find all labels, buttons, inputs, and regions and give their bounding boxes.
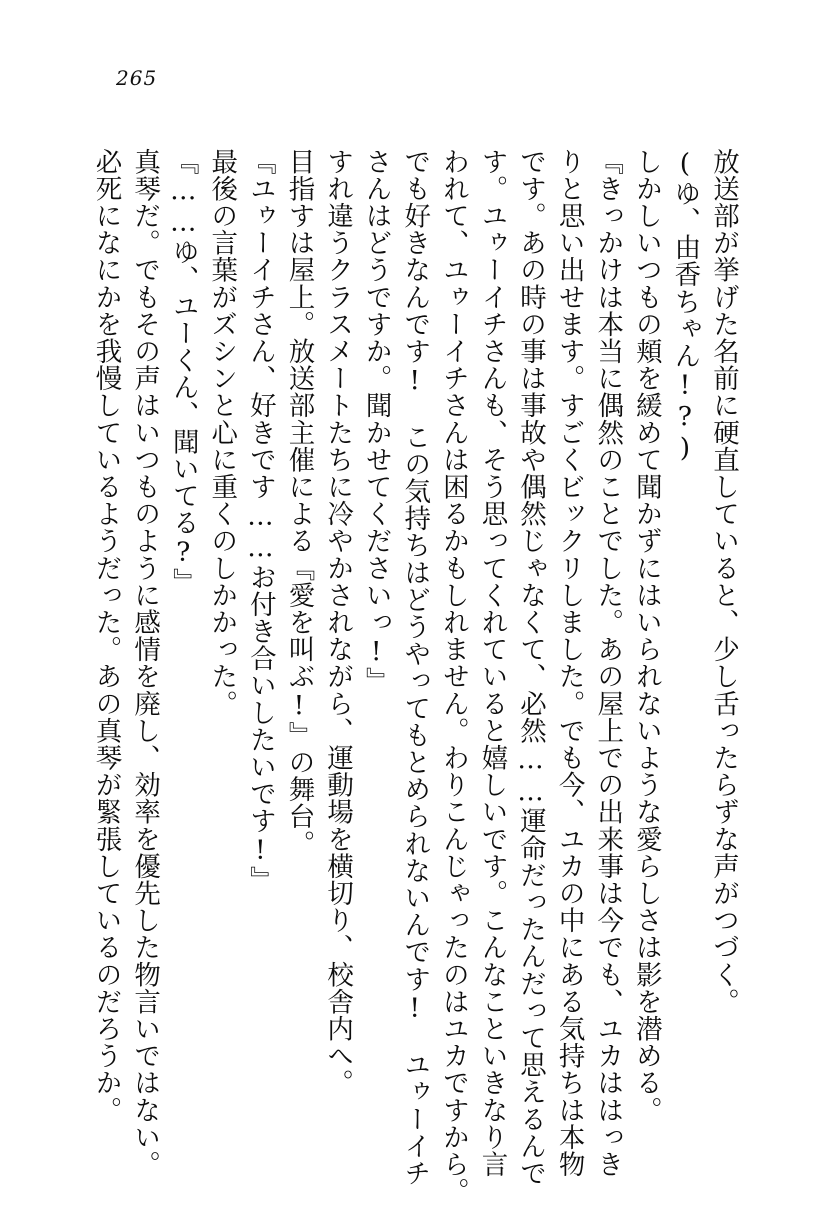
text-line: 『ユゥーイチさん、好きです……お付き合いしたいです!』 [244, 148, 276, 894]
text-line: 最後の言葉がズシンと心に重くのしかかった。 [206, 148, 238, 718]
text-line: 『きっかけは本当に偶然のことでした。あの屋上での出来事は今でも、ユカははっき [592, 148, 624, 1178]
text-line: 必死になにかを我慢しているようだった。あの真琴が緊張しているのだろうか。 [90, 148, 122, 1124]
text-line: われて、ユゥーイチさんは困るかもしれません。わりこんじゃったのはユカですから。 [437, 148, 469, 1205]
text-line: しかしいつもの頬を緩めて聞かずにはいられないような愛らしさは影を潜める。 [630, 148, 662, 1124]
text-line: すれ違うクラスメートたちに冷やかされながら、運動場を横切り、校舎内へ。 [322, 148, 354, 1097]
text-line: 『……ゆ、ユーくん、聞いてる?』 [167, 148, 199, 596]
text-line: す。ユゥーイチさんも、そう思ってくれていると嬉しいです。こんなこといきなり言 [476, 148, 508, 1178]
page-number: 265 [116, 66, 158, 90]
text-line: 目指すは屋上。放送部主催による『愛を叫ぶ!』の舞台。 [283, 148, 315, 858]
text-line: でも好きなんです! この気持ちはどうやってもとめられないんです! ユゥーイチ [399, 148, 431, 1187]
body-text [86, 148, 742, 1205]
text-line: です。あの時の事は事故や偶然じゃなくて、必然……運命だったんだって思えるんで [515, 148, 547, 1187]
text-line: (ゆ、由香ちゃん!?) [669, 148, 701, 465]
text-line: 放送部が挙げた名前に硬直していると、少し舌ったらずな声がつづく。 [708, 148, 739, 1016]
text-line: 真琴だ。でもその声はいつものように感情を廃し、効率を優先した物言いではない。 [129, 148, 161, 1178]
text-line: りと思い出せます。すごくビックリしました。でも今、ユカの中にある気持ちは本物 [553, 148, 585, 1178]
text-line: さんはどうですか。聞かせてくださいっ!』 [360, 148, 392, 695]
